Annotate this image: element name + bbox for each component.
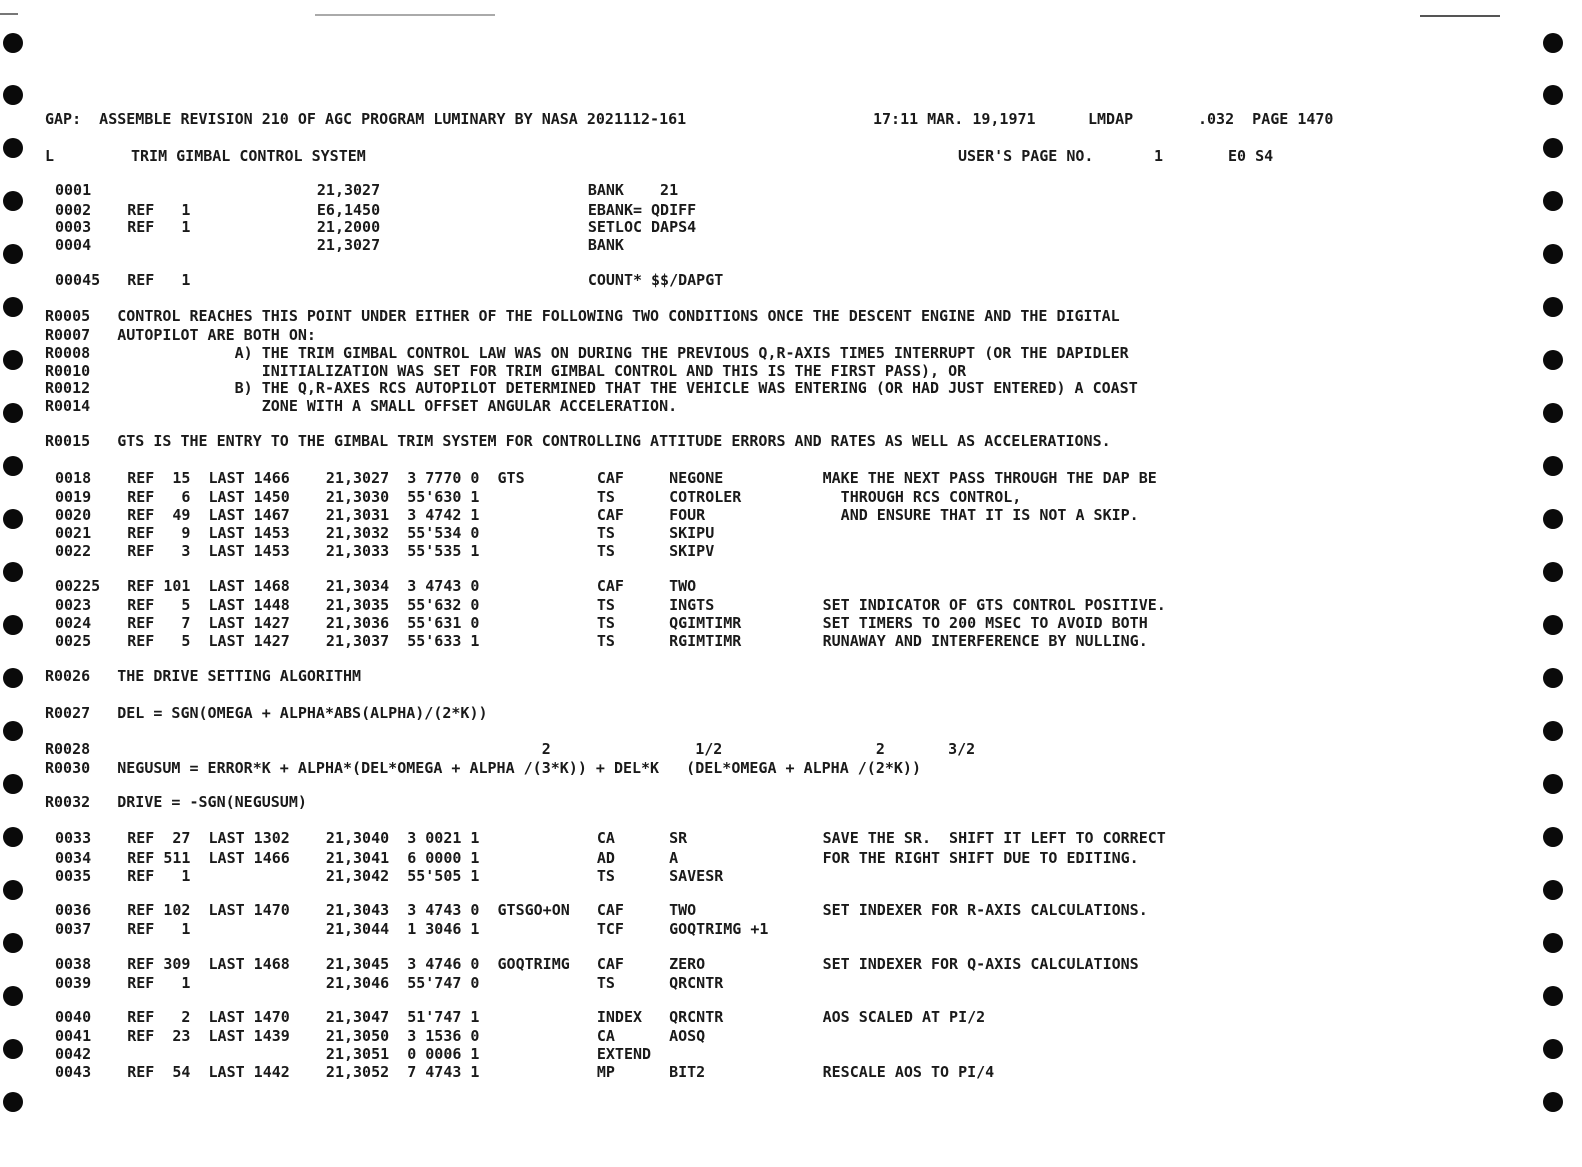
feed-hole-right (1543, 244, 1563, 264)
listing-line-00045: 00045 REF 1 COUNT* $$/DAPGT (55, 271, 724, 289)
feed-hole-left (3, 244, 23, 264)
top-edge-mark (1420, 15, 1500, 17)
feed-hole-left (3, 297, 23, 317)
listing-line-0002: 0002 REF 1 E6,1450 EBANK= QDIFF (55, 201, 697, 219)
listing-line-0020: 0020 REF 49 LAST 1467 21,3031 3 4742 1 CAF FOUR AND ENSURE THAT IT IS NOT A SKIP. (55, 506, 1139, 524)
listing-line-0001: 0001 21,3027 BANK 21 (55, 181, 679, 199)
feed-hole-right (1543, 138, 1563, 158)
listing-line-0021: 0021 REF 9 LAST 1453 21,3032 55'534 0 TS SKIPU (55, 524, 715, 542)
listing-line-0034: 0034 REF 511 LAST 1466 21,3041 6 0000 1 AD A FOR THE RIGHT SHIFT DUE TO EDITING. (55, 849, 1139, 867)
listing-line-0036: 0036 REF 102 LAST 1470 21,3043 3 4743 0 GTSGO+ON CAF TWO SET INDEXER FOR R-AXIS CALCULATIONS. (55, 901, 1148, 919)
feed-hole-left (3, 1092, 23, 1112)
remark-line-r0005: R0005 CONTROL REACHES THIS POINT UNDER EITHER OF THE FOLLOWING TWO CONDITIONS ONCE THE DESCENT ENGINE AND THE DIGITAL (45, 307, 1120, 325)
feed-hole-right (1543, 1039, 1563, 1059)
feed-hole-right (1543, 986, 1563, 1006)
remark-line-r0012: R0012 B) THE Q,R-AXES RCS AUTOPILOT DETERMINED THAT THE VEHICLE WAS ENTERING (OR HAD JUST ENTERED) A COAST (45, 379, 1138, 397)
feed-hole-right (1543, 721, 1563, 741)
top-edge-mark (0, 13, 18, 15)
feed-hole-left (3, 191, 23, 211)
subheader-page-no: 1 (1154, 147, 1164, 165)
feed-hole-right (1543, 297, 1563, 317)
subheader-page-label: USER'S PAGE NO. (958, 147, 1094, 165)
feed-hole-right (1543, 615, 1563, 635)
listing-line-0035: 0035 REF 1 21,3042 55'505 1 TS SAVESR (55, 867, 724, 885)
subheader-tag: E0 S4 (1228, 147, 1274, 165)
feed-hole-left (3, 85, 23, 105)
remark-line-r0008: R0008 A) THE TRIM GIMBAL CONTROL LAW WAS ON DURING THE PREVIOUS Q,R-AXIS TIME5 INTERRUPT (OR THE DAPIDLER (45, 344, 1129, 362)
header-program: LMDAP (1088, 110, 1134, 128)
feed-hole-right (1543, 191, 1563, 211)
feed-hole-left (3, 1039, 23, 1059)
feed-hole-left (3, 721, 23, 741)
feed-hole-left (3, 403, 23, 423)
listing-line-0004: 0004 21,3027 BANK (55, 236, 624, 254)
feed-hole-left (3, 774, 23, 794)
feed-hole-left (3, 986, 23, 1006)
header-page: .032 PAGE 1470 (1198, 110, 1334, 128)
feed-hole-right (1543, 403, 1563, 423)
remark-line-r0032: R0032 DRIVE = -SGN(NEGUSUM) (45, 793, 307, 811)
feed-hole-right (1543, 668, 1563, 688)
feed-hole-left (3, 880, 23, 900)
remark-line-r0010: R0010 INITIALIZATION WAS SET FOR TRIM GIMBAL CONTROL AND THIS IS THE FIRST PASS), OR (45, 362, 967, 380)
header-left: GAP: ASSEMBLE REVISION 210 OF AGC PROGRAM LUMINARY BY NASA 2021112-161 (45, 110, 687, 128)
subheader-title: TRIM GIMBAL CONTROL SYSTEM (131, 147, 366, 165)
feed-hole-left (3, 456, 23, 476)
feed-hole-left (3, 33, 23, 53)
listing-line-0003: 0003 REF 1 21,2000 SETLOC DAPS4 (55, 218, 697, 236)
feed-hole-right (1543, 456, 1563, 476)
remark-line-r0014: R0014 ZONE WITH A SMALL OFFSET ANGULAR ACCELERATION. (45, 397, 678, 415)
feed-hole-right (1543, 350, 1563, 370)
feed-hole-right (1543, 827, 1563, 847)
listing-line-0019: 0019 REF 6 LAST 1450 21,3030 55'630 1 TS COTROLER THROUGH RCS CONTROL, (55, 488, 1022, 506)
listing-line-0040: 0040 REF 2 LAST 1470 21,3047 51'747 1 INDEX QRCNTR AOS SCALED AT PI/2 (55, 1008, 986, 1026)
header-timestamp: 17:11 MAR. 19,1971 (873, 110, 1036, 128)
listing-line-0038: 0038 REF 309 LAST 1468 21,3045 3 4746 0 GOQTRIMG CAF ZERO SET INDEXER FOR Q-AXIS CALCULATIONS (55, 955, 1139, 973)
remark-line-r0030: R0030 NEGUSUM = ERROR*K + ALPHA*(DEL*OMEGA + ALPHA /(3*K)) + DEL*K (DEL*OMEGA + ALPHA /(2*K)) (45, 759, 921, 777)
feed-hole-right (1543, 509, 1563, 529)
listing-line-0023: 0023 REF 5 LAST 1448 21,3035 55'632 0 TS INGTS SET INDICATOR OF GTS CONTROL POSITIVE. (55, 596, 1166, 614)
listing-line-00225: 00225 REF 101 LAST 1468 21,3034 3 4743 0 CAF TWO (55, 577, 697, 595)
listing-line-0041: 0041 REF 23 LAST 1439 21,3050 3 1536 0 CA AOSQ (55, 1027, 706, 1045)
remark-line-r0026: R0026 THE DRIVE SETTING ALGORITHM (45, 667, 362, 685)
listing-line-0025: 0025 REF 5 LAST 1427 21,3037 55'633 1 TS RGIMTIMR RUNAWAY AND INTERFERENCE BY NULLING. (55, 632, 1148, 650)
remark-line-r0028: R0028 2 1/2 2 3/2 (45, 740, 976, 758)
listing-line-0024: 0024 REF 7 LAST 1427 21,3036 55'631 0 TS QGIMTIMR SET TIMERS TO 200 MSEC TO AVOID BOTH (55, 614, 1148, 632)
feed-hole-right (1543, 933, 1563, 953)
feed-hole-left (3, 827, 23, 847)
listing-line-0037: 0037 REF 1 21,3044 1 3046 1 TCF GOQTRIMG +1 (55, 920, 769, 938)
listing-line-0042: 0042 21,3051 0 0006 1 EXTEND (55, 1045, 652, 1063)
listing-line-0043: 0043 REF 54 LAST 1442 21,3052 7 4743 1 MP BIT2 RESCALE AOS TO PI/4 (55, 1063, 995, 1081)
top-edge-mark (315, 14, 495, 16)
feed-hole-left (3, 509, 23, 529)
feed-hole-left (3, 933, 23, 953)
remark-line-r0007: R0007 AUTOPILOT ARE BOTH ON: (45, 326, 316, 344)
listing-line-0033: 0033 REF 27 LAST 1302 21,3040 3 0021 1 CA SR SAVE THE SR. SHIFT IT LEFT TO CORRECT (55, 829, 1166, 847)
feed-hole-left (3, 350, 23, 370)
feed-hole-left (3, 138, 23, 158)
feed-hole-right (1543, 774, 1563, 794)
listing-line-0039: 0039 REF 1 21,3046 55'747 0 TS QRCNTR (55, 974, 724, 992)
subheader-type: L (45, 147, 55, 165)
remark-line-r0027: R0027 DEL = SGN(OMEGA + ALPHA*ABS(ALPHA)/(2*K)) (45, 704, 488, 722)
feed-hole-left (3, 615, 23, 635)
listing-line-0022: 0022 REF 3 LAST 1453 21,3033 55'535 1 TS SKIPV (55, 542, 715, 560)
feed-hole-right (1543, 85, 1563, 105)
feed-hole-left (3, 562, 23, 582)
feed-hole-right (1543, 880, 1563, 900)
feed-hole-right (1543, 1092, 1563, 1112)
feed-hole-left (3, 668, 23, 688)
feed-hole-right (1543, 562, 1563, 582)
listing-line-0018: 0018 REF 15 LAST 1466 21,3027 3 7770 0 GTS CAF NEGONE MAKE THE NEXT PASS THROUGH THE DAP BE (55, 469, 1157, 487)
feed-hole-right (1543, 33, 1563, 53)
remark-line-r0015: R0015 GTS IS THE ENTRY TO THE GIMBAL TRIM SYSTEM FOR CONTROLLING ATTITUDE ERRORS AND RATES AS WELL AS ACCELERATIONS. (45, 432, 1111, 450)
